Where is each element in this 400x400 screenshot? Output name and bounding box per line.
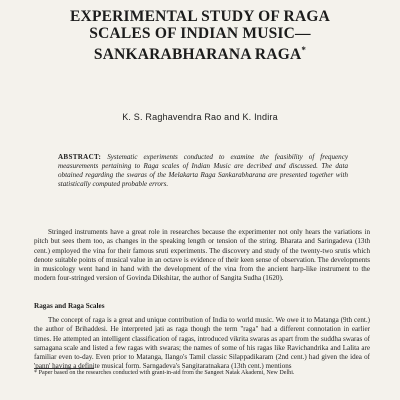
abstract (58, 153, 348, 189)
authors: K. S. Raghavendra Rao and K. Indira (122, 112, 278, 122)
abstract-text: Systematic experiments conducted to examine the feasibility of frequency measurements pertaining to Raga scales of Indian Music are decribed and discussed. The data obtained regarding the swaras of the Melakarta Raga Sankarabharana are presented together with statistically computed probable errors. (58, 153, 348, 189)
footnote: * Paper based on the researches conducted with grant-in-aid from the Sangeet Natak Akademi, New Delhi. (34, 370, 295, 376)
abstract-label: ABSTRACT: (58, 153, 102, 161)
body-paragraph: The concept of raga is a great and unique contribution of India to world music. We owe it to Matanga (9th cent.) the author of Brihaddesi. He interpreted jati as raga though the term "raga" had a different connotation in earlier times. He attempted an intelligent classification of ragas, introduced vikrita swaras as apart from the suddha swaras of samagana scale and listed a few ragas with swaras; the names of some of his ragas like Ravichandrika and Lalita are familiar even to-day. Even prior to Matanga, Ilango's Tamil classic Silappadikaram (2nd cent.) had given the idea of 'pann' having a definite musical form. Sarngadeva's Sangitaratnakara (13th cent.) mentions (34, 316, 370, 371)
section-heading: Ragas and Raga Scales (34, 302, 105, 310)
footnote-rule (34, 368, 94, 369)
title-line (22, 42, 378, 63)
footnote-mark: * (301, 45, 307, 55)
title-line: EXPERIMENTAL STUDY OF RAGA (70, 8, 330, 25)
title-line-text: SANKARABHARANA RAGA (93, 46, 302, 64)
body-paragraph: Stringed instruments have a great role in researches because the experimenter not only hears the variations in pitch but sees them too, as changes in the speaking length or tension of the string. Bharata and Saringadeva (13th cent.) employed the vina for their famous sruti experiments. The discovery and study of the twenty-two srutis which denote suitable points of musical value in an octave is evidence of their keen sense of observation. The developments in musicology went hand in hand with the development of the vina from the ancient harp-like instrument to the modern four-stringed version of Govinda Dikshitar, the author of Sangita Sudha (1620). (34, 228, 370, 283)
title-line: SCALES OF INDIAN MUSIC— (89, 25, 311, 42)
paper-title (22, 8, 378, 63)
